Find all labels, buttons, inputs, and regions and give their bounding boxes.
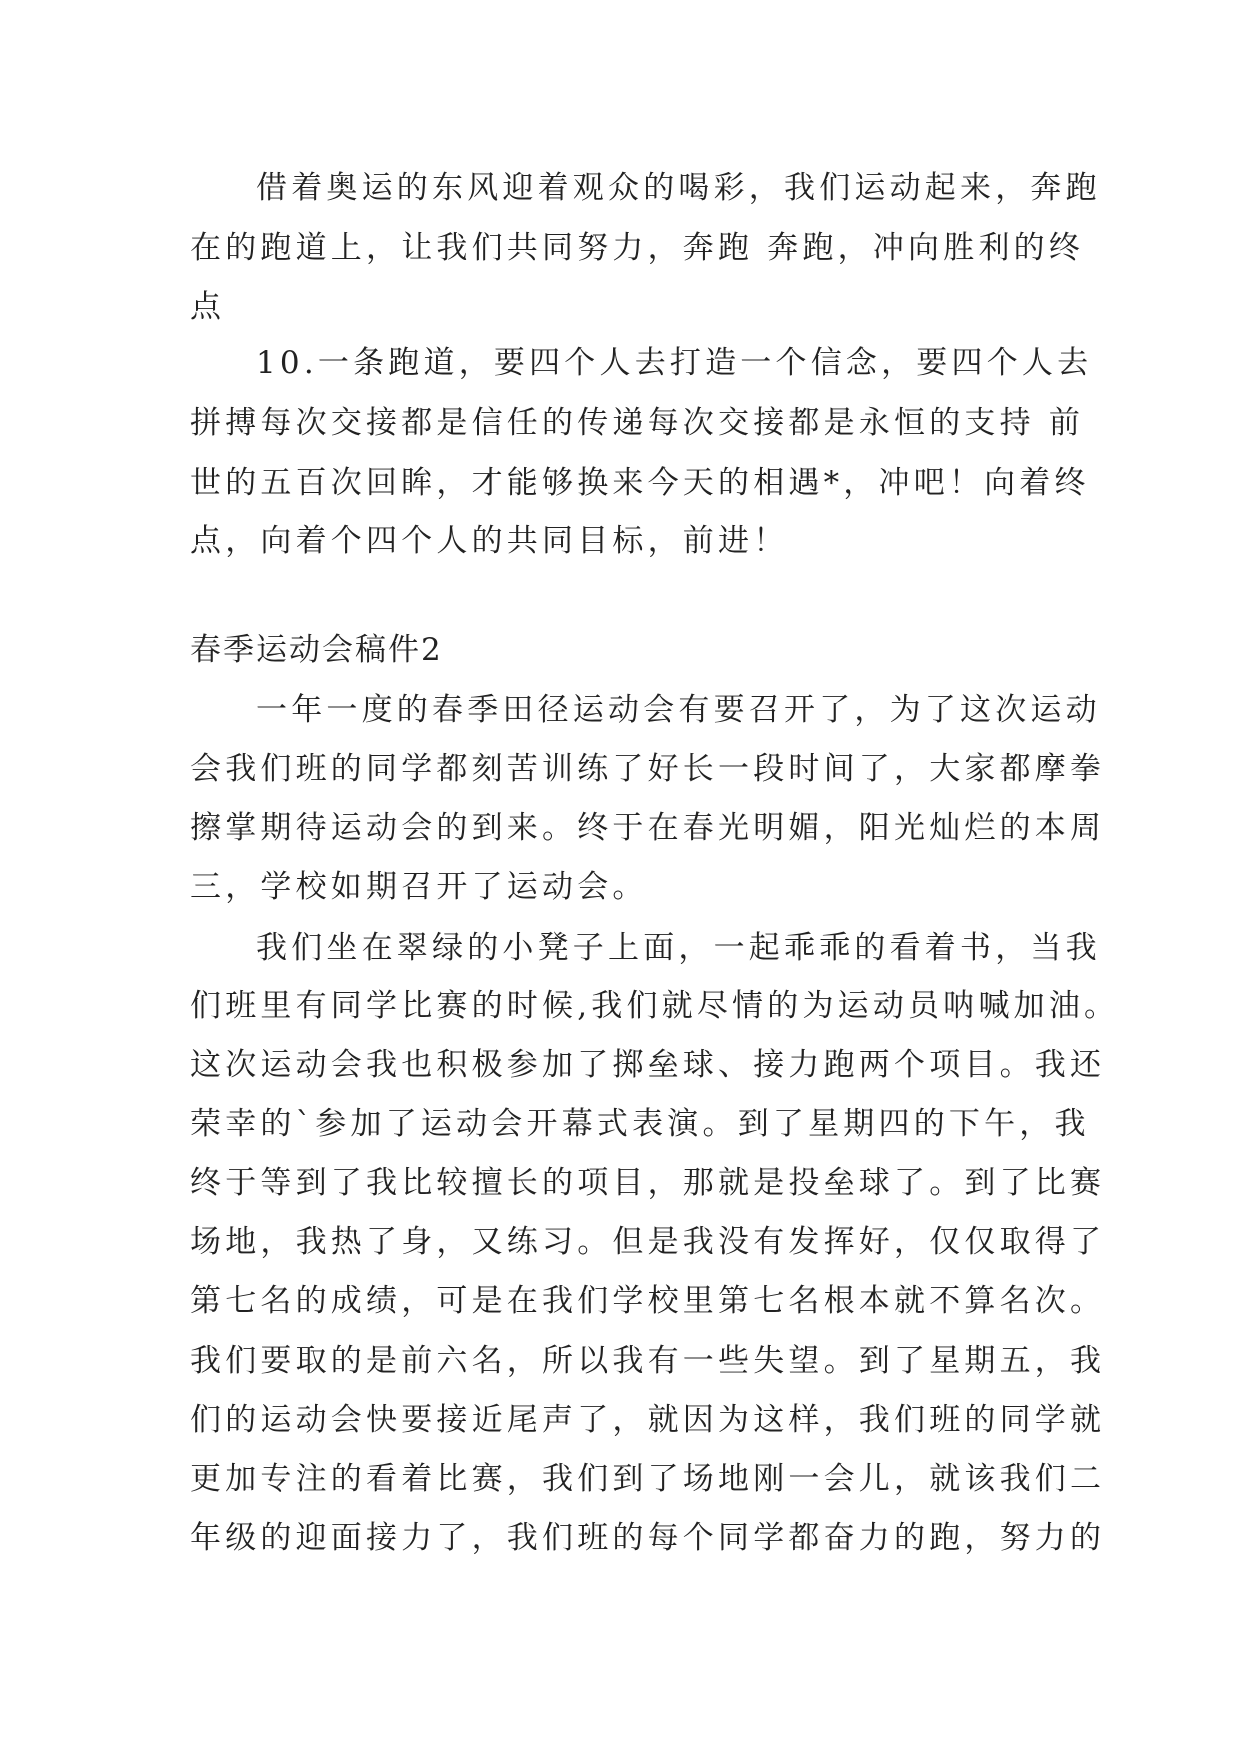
text-line: 我们坐在翠绿的小凳子上面，一起乖乖的看着书，当我	[256, 930, 1101, 966]
text-line: 点，向着个四个人的共同目标，前进！	[190, 523, 789, 559]
text-line: 借着奥运的东风迎着观众的喝彩，我们运动起来，奔跑	[256, 170, 1101, 206]
text-line: 场地，我热了身，又练习。但是我没有发挥好，仅仅取得了	[190, 1224, 1106, 1260]
text-line: 拼搏每次交接都是信任的传递每次交接都是永恒的支持 前	[190, 405, 1085, 441]
text-line: 年级的迎面接力了，我们班的每个同学都奋力的跑，努力的	[190, 1520, 1106, 1556]
text-line: 点	[190, 289, 226, 325]
text-line: 们班里有同学比赛的时候,我们就尽情的为运动员呐喊加油。	[190, 988, 1120, 1024]
text-line: 终于等到了我比较擅长的项目，那就是投垒球了。到了比赛	[190, 1165, 1106, 1201]
text-line: 们的运动会快要接近尾声了，就因为这样，我们班的同学就	[190, 1402, 1106, 1438]
text-line: 第七名的成绩，可是在我们学校里第七名根本就不算名次。	[190, 1283, 1106, 1319]
section-heading: 春季运动会稿件2	[190, 632, 443, 668]
text-line: 我们要取的是前六名，所以我有一些失望。到了星期五，我	[190, 1343, 1106, 1379]
text-line: 世的五百次回眸，才能够换来今天的相遇*，冲吧！向着终	[190, 465, 1090, 501]
text-line: 这次运动会我也积极参加了掷垒球、接力跑两个项目。我还	[190, 1047, 1106, 1083]
text-line: 在的跑道上，让我们共同努力，奔跑 奔跑，冲向胜利的终	[190, 230, 1085, 266]
text-line: 擦掌期待运动会的到来。终于在春光明媚，阳光灿烂的本周	[190, 810, 1106, 846]
text-line: 10.一条跑道，要四个人去打造一个信念，要四个人去	[256, 345, 1093, 381]
text-line: 会我们班的同学都刻苦训练了好长一段时间了，大家都摩拳	[190, 751, 1106, 787]
text-line: 荣幸的`参加了运动会开幕式表演。到了星期四的下午，我	[190, 1106, 1090, 1142]
text-line: 三，学校如期召开了运动会。	[190, 869, 648, 905]
text-line: 更加专注的看着比赛，我们到了场地刚一会儿，就该我们二	[190, 1461, 1106, 1497]
text-line: 一年一度的春季田径运动会有要召开了，为了这次运动	[256, 692, 1101, 728]
